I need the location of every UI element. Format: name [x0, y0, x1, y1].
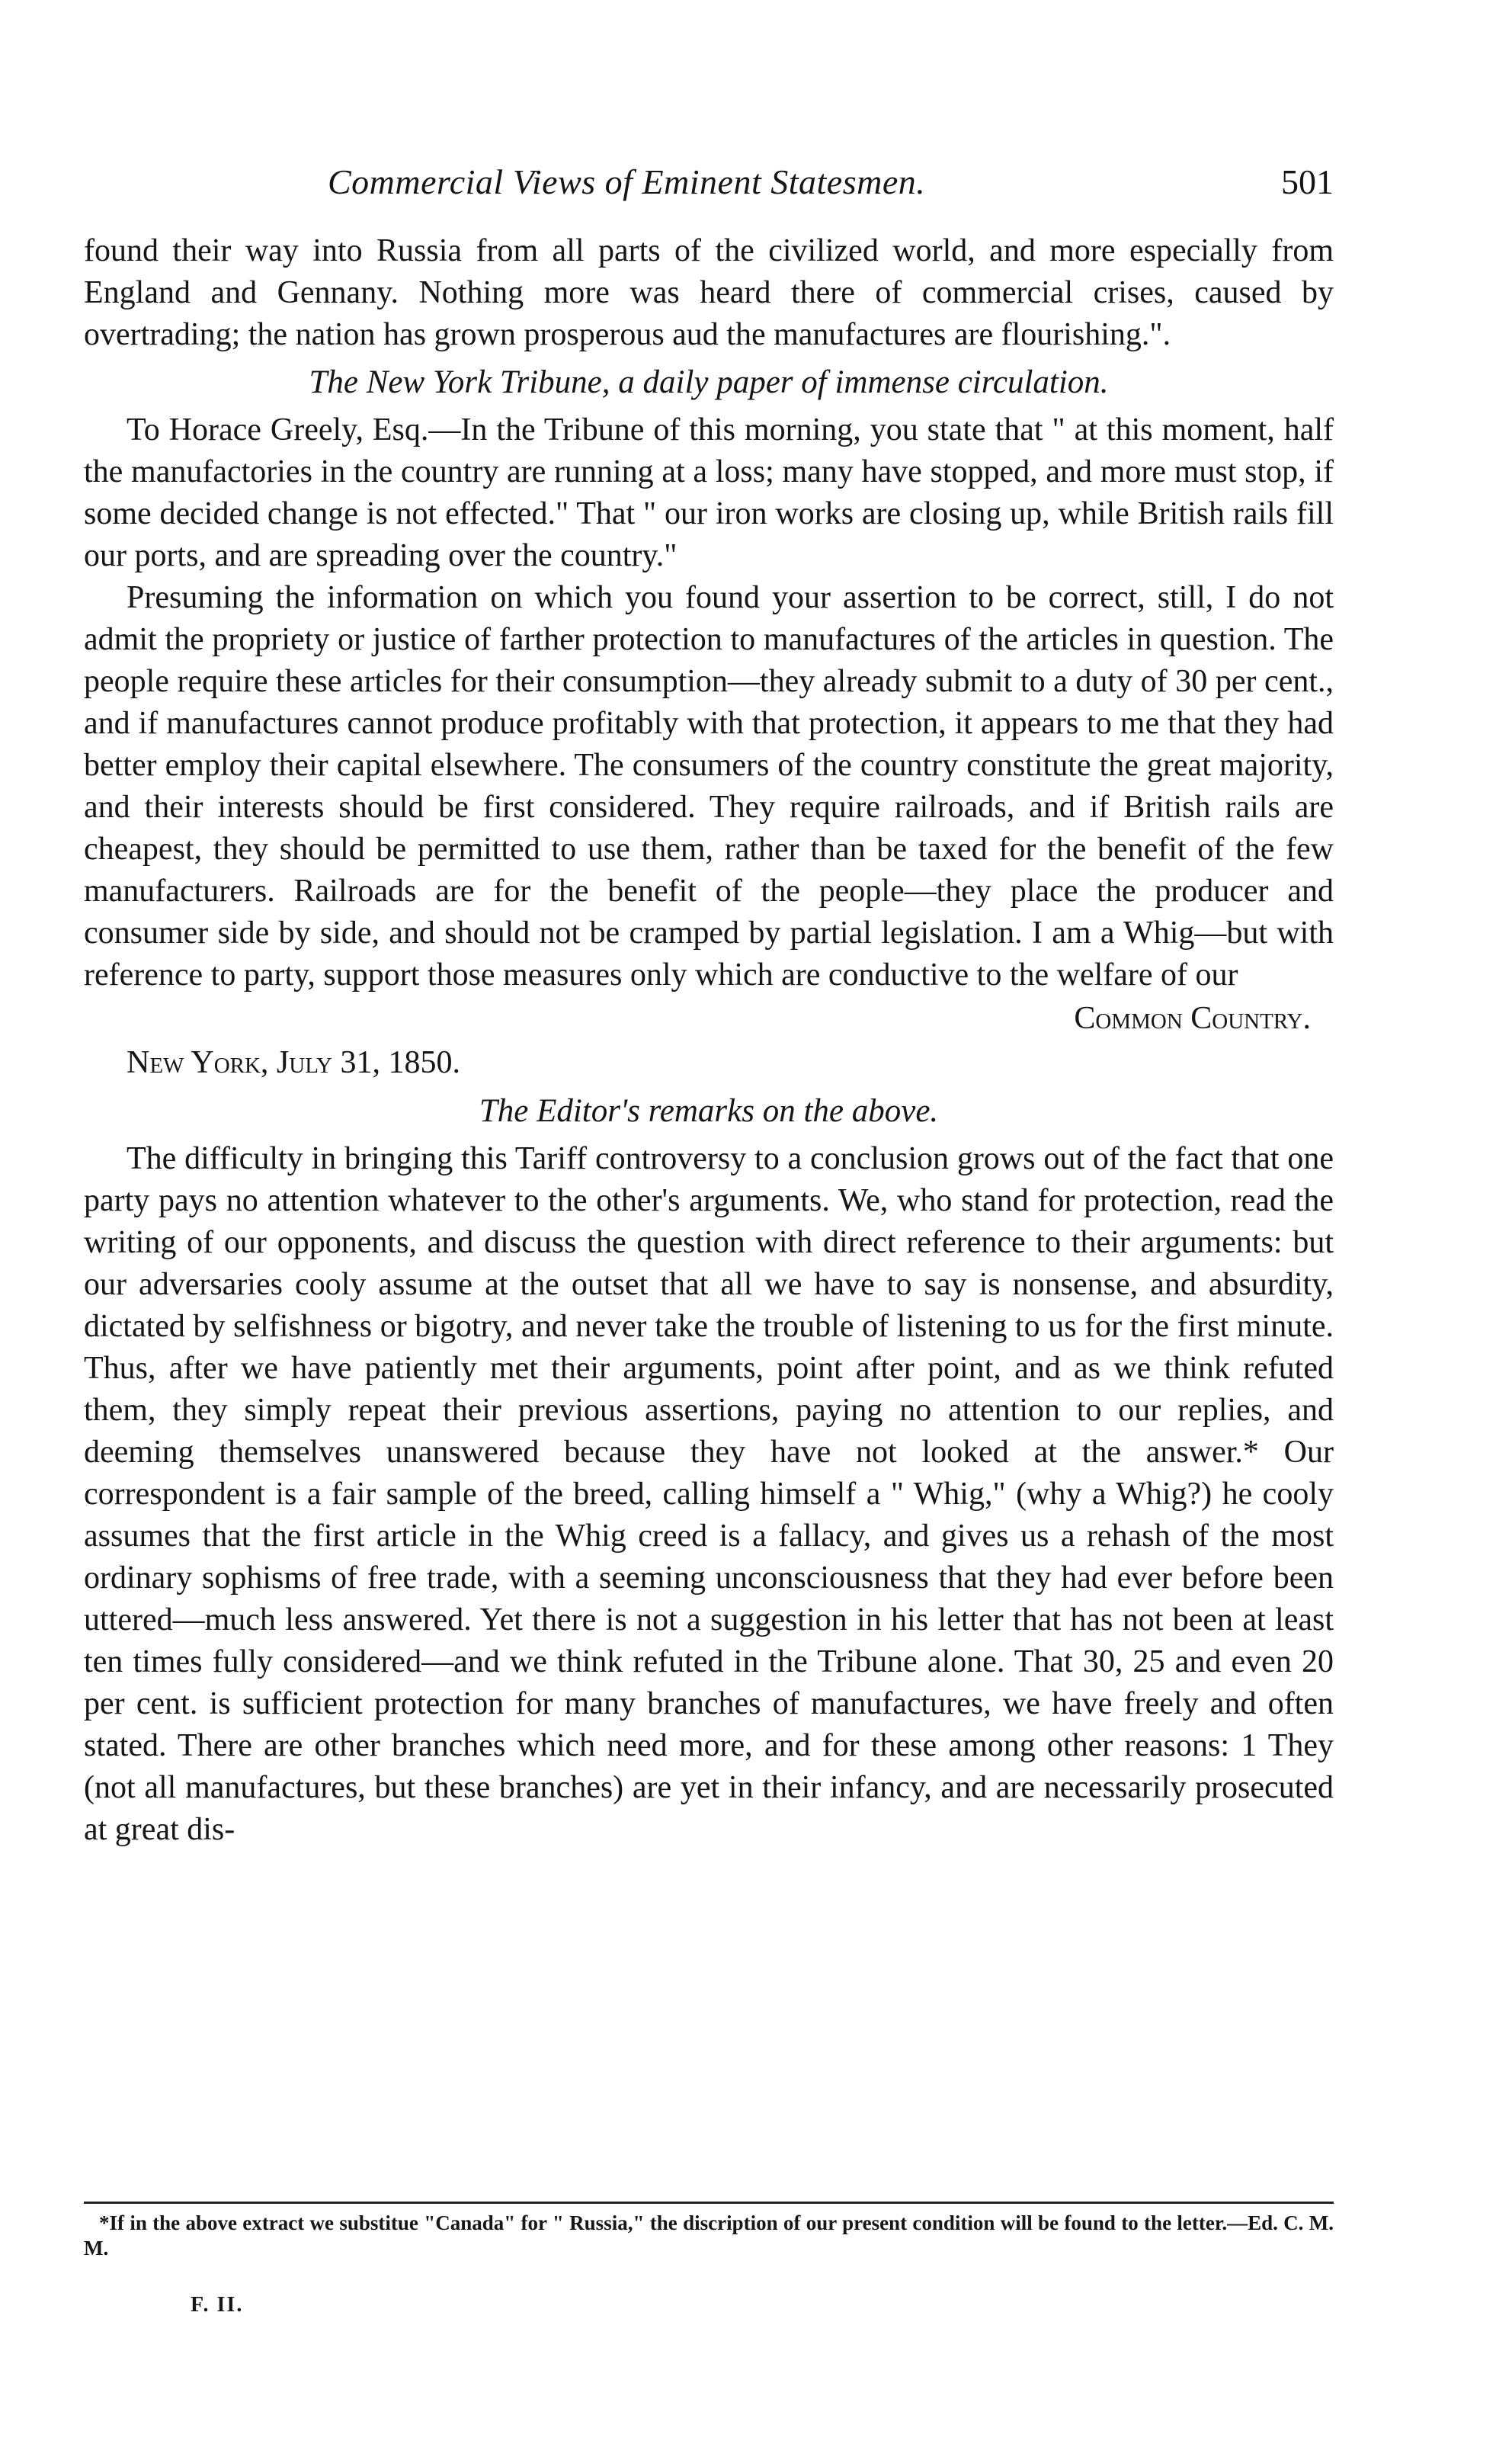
paragraph-letter-body: Presuming the information on which you found your assertion to be correct, still, I do not admit the propriety or justice of farther protection to manufactures of the articles in question. The people require these articles for their consumption—they already submit to a duty of 30 per cent., and if manufactures cannot produce profitably with that protection, it appears to me that they had better employ their capital elsewhere. The consumers of the country constitute the great majority, and their interests should be first considered. They require railroads, and if British rails are cheapest, they should be permitted to use them, rather than be taxed for the benefit of the few manufacturers. Railroads are for the benefit of the people—they place the producer and consumer side by side, and should not be cramped by partial legislation. I am a Whig—but with reference to party, support those measures only which are conductive to the welfare of our — [84, 580, 1334, 993]
footnote-text: *If in the above extract we substitue "Canada" for " Russia," the discription of our present condition will be found to the letter.—Ed. C. M. M. — [84, 2211, 1334, 2259]
paragraph-continuation: found their way into Russia from all parts of the civilized world, and more especially from England and Gennany. Nothing more was heard there of commercial crises, caused by overtrading; the nation has grown prosperous aud the manufactures are flourishing.". — [84, 233, 1334, 352]
section-heading-tribune: The New York Tribune, a daily paper of immense circulation. — [309, 364, 1109, 400]
footnote-divider — [84, 2202, 1334, 2204]
running-head — [84, 162, 1334, 207]
paragraph-editor-remarks: The difficulty in bringing this Tariff controversy to a conclusion grows out of the fact that one party pays no attention whatever to the other's arguments. We, who stand for protection, read the writing of our opponents, and discuss the question with direct reference to their arguments: but our adversaries cooly assume at the outset that all we have to say is nonsense, and absurdity, dictated by selfishness or bigotry, and never take the trouble of listening to us for the first minute. Thus, after we have patiently met their arguments, point after point, and as we think refuted them, they simply repeat their previous assertions, paying no attention to our replies, and deeming themselves unanswered because they have not looked at the answer.* Our correspondent is a fair sample of the breed, calling himself a " Whig," (why a Whig?) he cooly assumes that the first article in the Whig creed is a fallacy, and gives us a rehash of the most ordinary sophisms of free trade, with a seeming unconsciousness that they had ever before been uttered—much less answered. Yet there is not a suggestion in his letter that has not been at least ten times fully considered—and we think refuted in the Tribune alone. That 30, 25 and even 20 per cent. is sufficient protection for many branches of manufactures, we have freely and often stated. There are other branches which need more, and for these among other reasons: 1 They (not all manufactures, but these branches) are yet in their infancy, and are necessarily prosecuted at great dis- — [84, 1141, 1334, 1847]
section-heading-editor: The Editor's remarks on the above. — [479, 1093, 939, 1129]
running-title: Commercial Views of Eminent Statesmen. — [328, 162, 926, 201]
footnote — [84, 2211, 1334, 2261]
page-number: 501 — [1281, 162, 1334, 201]
document-page — [84, 0, 1334, 2447]
letter-dateline: New York, July 31, 1850. — [127, 1045, 460, 1080]
printer-signature-mark: F. II. — [191, 2293, 244, 2317]
body-text — [84, 230, 1334, 1851]
letter-signature: Common Country. — [1074, 1001, 1311, 1036]
paragraph-letter-opening: To Horace Greely, Esq.—In the Tribune of this morning, you state that " at this moment, half the manufactories in the country are running at a loss; many have stopped, and more must stop, if some decided change is not effected." That " our iron works are closing up, while British rails fill our ports, and are spreading over the country." — [84, 412, 1334, 573]
